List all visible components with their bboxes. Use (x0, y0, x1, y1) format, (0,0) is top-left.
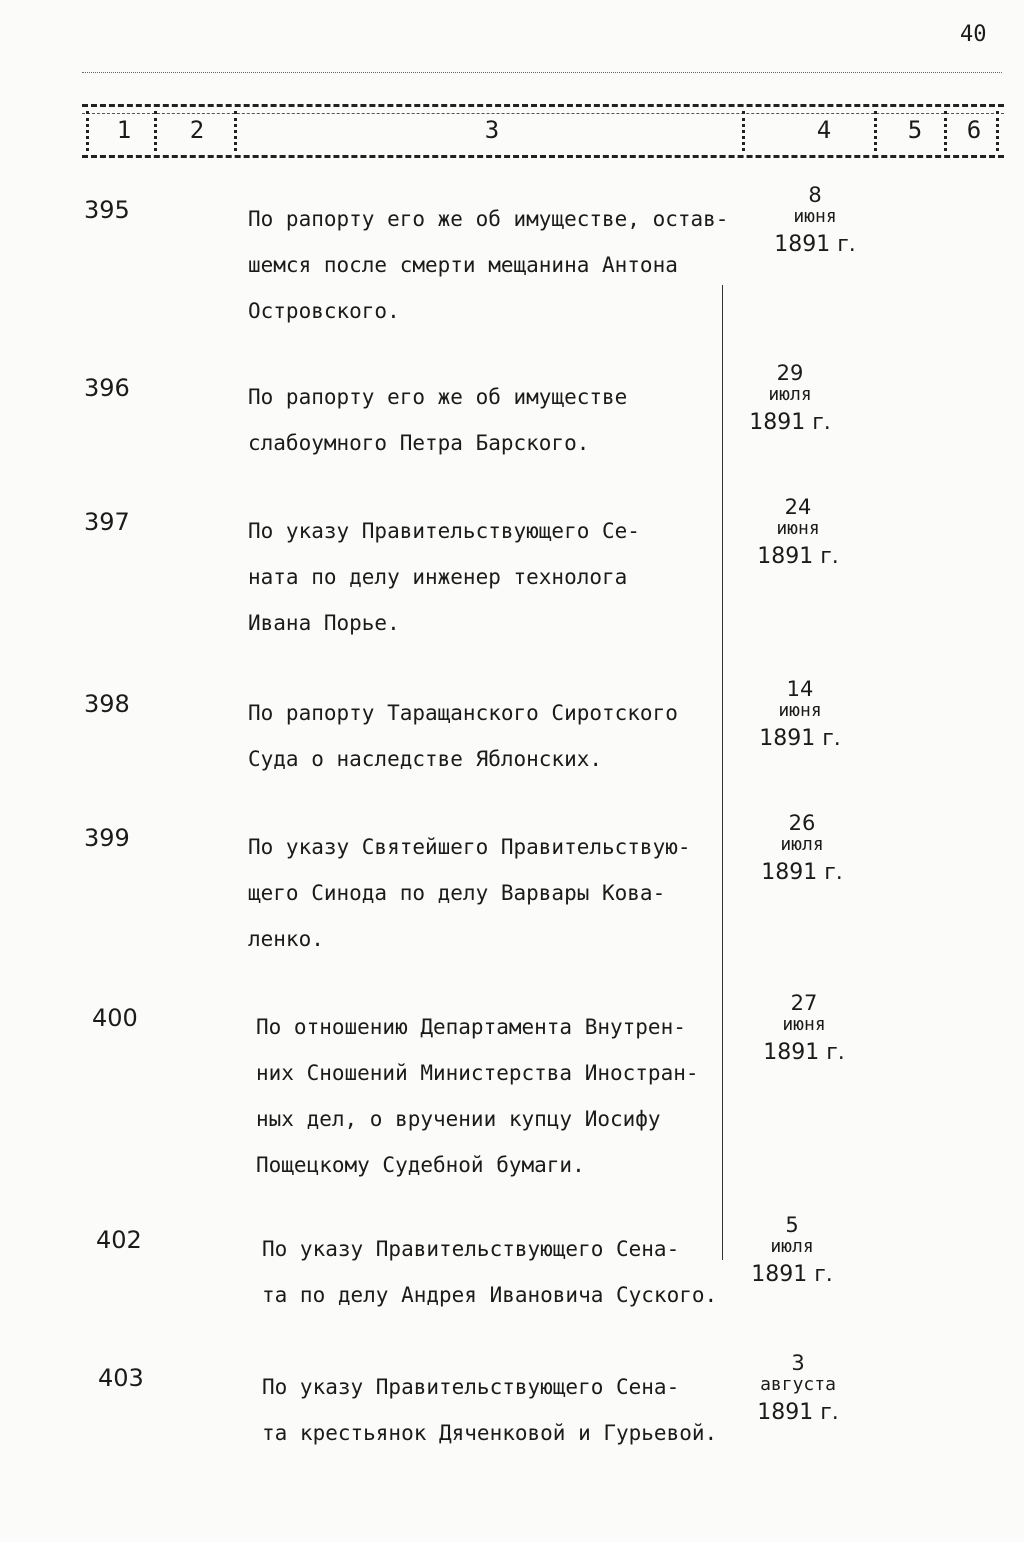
header-inner-line (82, 113, 1004, 114)
entry-date (738, 1352, 858, 1430)
description-line: По отношению Департамента Внутрен- (256, 1015, 686, 1039)
description-line: По рапорту его же об имуществе, остав- (248, 207, 729, 231)
description-line: ната по делу инженер технолога (248, 565, 628, 589)
entry-description (248, 824, 768, 962)
date-day: 3 (791, 1351, 805, 1375)
date-month: июня (778, 700, 822, 721)
description-line: слабоумного Петра Барского. (248, 431, 590, 455)
entry-description (248, 196, 768, 334)
top-divider (82, 72, 1002, 73)
description-line: них Сношений Министерства Иностран- (256, 1061, 699, 1085)
header-separator (742, 111, 745, 151)
entry-number: 400 (92, 1004, 138, 1032)
description-line: По рапорту Таращанского Сиротского (248, 701, 678, 725)
entry-description (248, 690, 768, 782)
entry-description (262, 1364, 782, 1456)
description-line: та крестьянок Дяченковой и Гурьевой. (262, 1421, 718, 1445)
entry-description (256, 1004, 776, 1188)
date-month: июля (780, 834, 824, 855)
date-day: 27 (790, 991, 818, 1015)
header-col-6: 6 (966, 116, 982, 144)
header-separator (874, 111, 877, 151)
page-number: 40 (960, 22, 987, 47)
description-line: Суда о наследстве Яблонских. (248, 747, 603, 771)
description-line: По указу Святейшего Правительствую- (248, 835, 691, 859)
description-line: ленко. (248, 927, 324, 951)
date-day: 14 (786, 677, 814, 701)
description-line: По рапорту его же об имуществе (248, 385, 628, 409)
entry-date (738, 496, 858, 574)
entry-date (744, 992, 864, 1070)
entry-date (732, 1214, 852, 1292)
header-col-2: 2 (189, 116, 205, 144)
table-header (82, 104, 1004, 158)
entry-description (248, 508, 768, 646)
date-day: 8 (808, 183, 822, 207)
date-year: 1891 г. (757, 1400, 839, 1425)
header-col-4: 4 (816, 116, 832, 144)
entry-number: 397 (84, 508, 130, 536)
header-separator (154, 111, 157, 151)
header-separator (996, 111, 999, 151)
description-line: щего Синода по делу Варвары Кова- (248, 881, 666, 905)
description-line: шемся после смерти мещанина Антона (248, 253, 678, 277)
entry-number: 399 (84, 824, 130, 852)
date-day: 29 (776, 361, 804, 385)
date-day: 5 (785, 1213, 799, 1237)
date-day: 24 (784, 495, 812, 519)
date-year: 1891 г. (759, 726, 841, 751)
date-year: 1891 г. (749, 410, 831, 435)
date-month: июня (793, 206, 837, 227)
entry-description (248, 374, 768, 466)
entry-number: 398 (84, 690, 130, 718)
entry-number: 403 (98, 1364, 144, 1392)
description-line: Ивана Порье. (248, 611, 400, 635)
header-col-3: 3 (484, 116, 500, 144)
date-month: августа (760, 1374, 836, 1395)
entry-number: 395 (84, 196, 130, 224)
entry-number: 396 (84, 374, 130, 402)
header-col-1: 1 (116, 116, 132, 144)
header-col-5: 5 (907, 116, 923, 144)
entry-date (755, 184, 875, 262)
date-month: июля (768, 384, 812, 405)
date-month: июля (770, 1236, 814, 1257)
description-line: ных дел, о вручении купцу Иосифу (256, 1107, 661, 1131)
entry-number: 402 (96, 1226, 142, 1254)
date-year: 1891 г. (751, 1262, 833, 1287)
date-month: июня (776, 518, 820, 539)
description-line: та по делу Андрея Ивановича Суского. (262, 1283, 718, 1307)
date-year: 1891 г. (774, 232, 856, 257)
header-separator (944, 111, 947, 151)
description-line: Пощецкому Судебной бумаги. (256, 1153, 585, 1177)
date-year: 1891 г. (763, 1040, 845, 1065)
date-day: 26 (788, 811, 816, 835)
description-line: По указу Правительствующего Сена- (262, 1237, 680, 1261)
entry-description (262, 1226, 782, 1318)
header-separator (86, 111, 89, 151)
description-line: Островского. (248, 299, 400, 323)
description-line: По указу Правительствующего Се- (248, 519, 640, 543)
entry-date (740, 678, 860, 756)
entry-date (742, 812, 862, 890)
description-line: По указу Правительствующего Сена- (262, 1375, 680, 1399)
entry-date (730, 362, 850, 440)
date-month: июня (782, 1014, 826, 1035)
date-year: 1891 г. (757, 544, 839, 569)
date-year: 1891 г. (761, 860, 843, 885)
header-separator (234, 111, 237, 151)
